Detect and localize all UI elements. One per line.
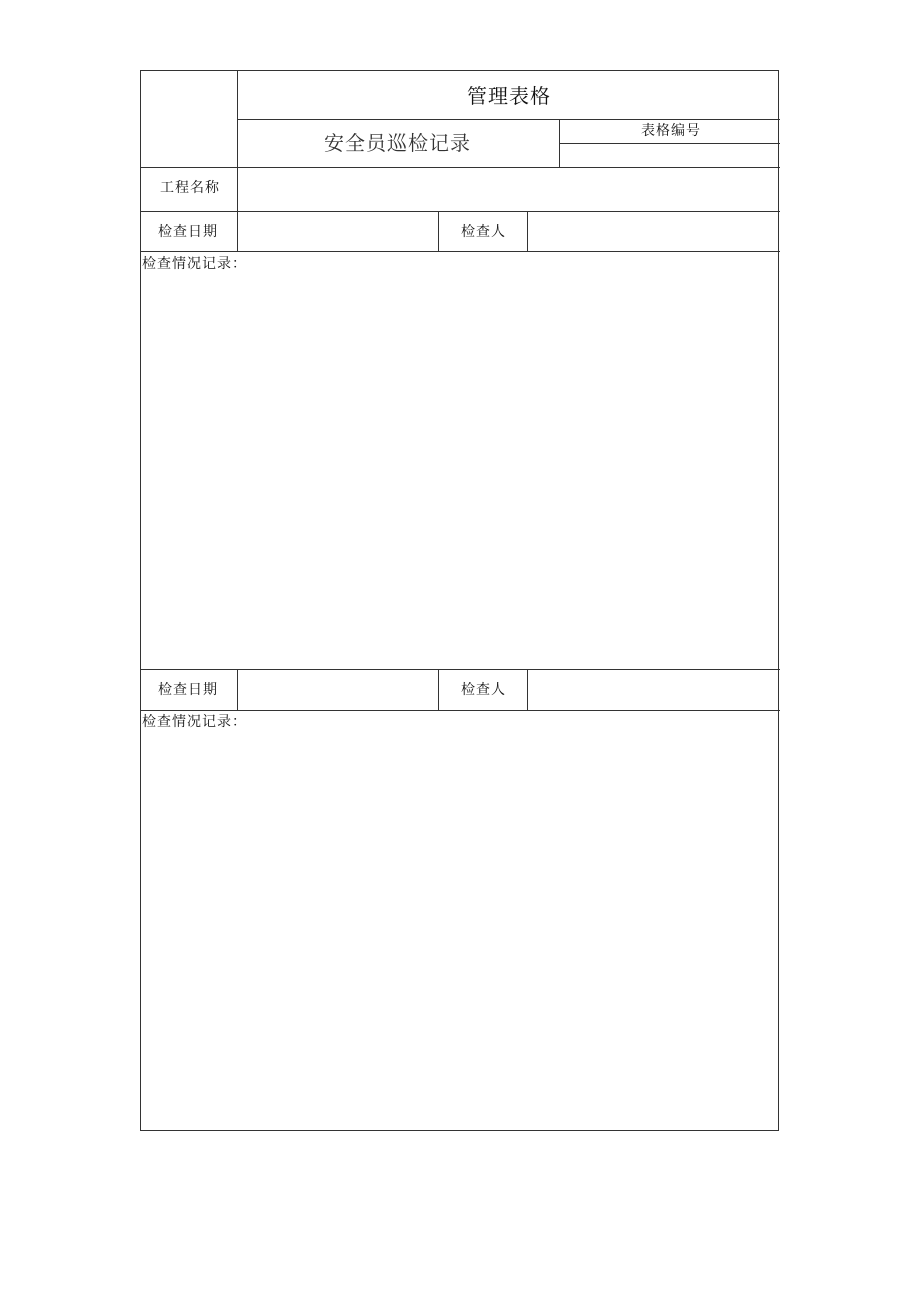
form-subtitle: 安全员巡检记录	[324, 131, 471, 155]
section2-date-row-bottom-line	[141, 710, 780, 711]
section1-date-field[interactable]	[238, 212, 438, 251]
section2-record-label: 检查情况记录：	[142, 714, 247, 730]
section1-divider-b	[438, 211, 439, 251]
logo-cell	[141, 71, 237, 167]
section2-record-area[interactable]	[142, 735, 779, 1130]
project-name-field[interactable]	[238, 168, 779, 211]
section2-divider-b	[438, 669, 439, 710]
section2-date-label: 检查日期	[158, 682, 218, 698]
project-name-label: 工程名称	[160, 180, 220, 196]
section2-inspector-label: 检查人	[461, 682, 506, 698]
form-number-field[interactable]	[560, 144, 779, 166]
section2-date-field[interactable]	[238, 670, 438, 710]
section1-record-area[interactable]	[142, 276, 779, 668]
section2-inspector-field[interactable]	[528, 670, 779, 710]
form-title: 管理表格	[467, 84, 551, 108]
section1-date-label: 检查日期	[158, 224, 218, 240]
form-number-label: 表格编号	[641, 123, 701, 139]
section1-date-row-bottom-line	[141, 251, 780, 252]
section1-record-label: 检查情况记录：	[142, 256, 247, 272]
section1-inspector-field[interactable]	[528, 212, 779, 251]
section1-inspector-label: 检查人	[461, 224, 506, 240]
inspection-form	[140, 70, 779, 1131]
title-divider	[237, 119, 780, 120]
